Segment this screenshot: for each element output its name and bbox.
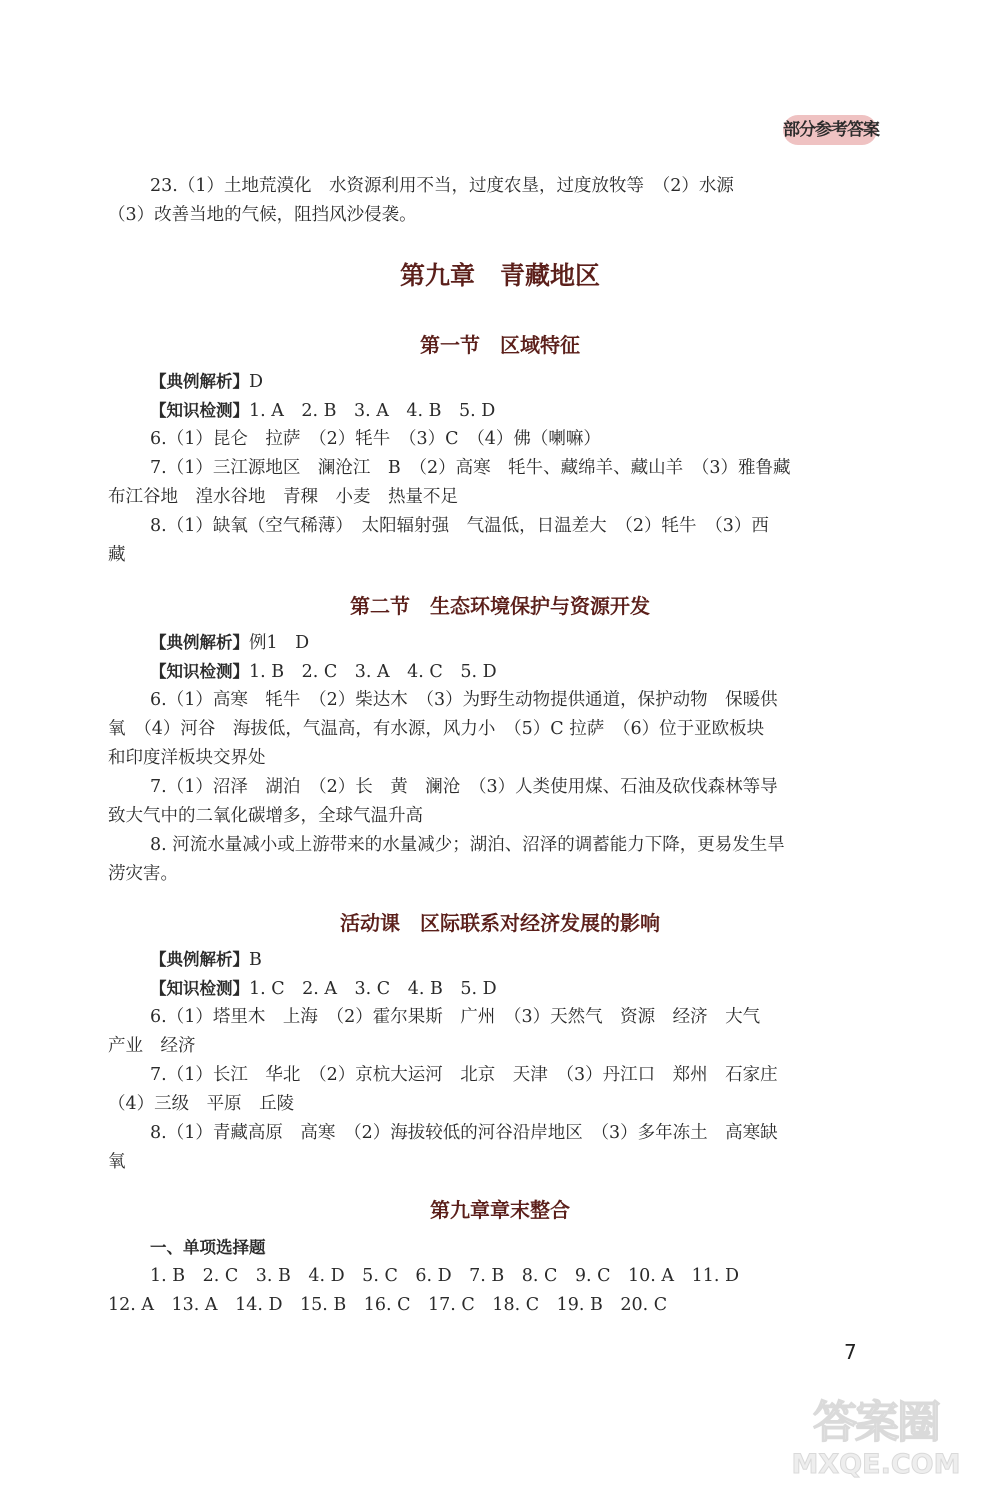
answer-line: 和印度洋板块交界处 — [108, 748, 266, 768]
check-answer: 1. B 2. C 3. A 4. C 5. D — [249, 662, 497, 682]
example-line — [108, 628, 878, 657]
answer-line: 产业 经济 — [108, 1036, 196, 1056]
answer-line: 1. B 2. C 3. B 4. D 5. C 6. D 7. B 8. C 9. C 10. A 11. D — [150, 1266, 739, 1286]
subsection-heading — [108, 1233, 878, 1262]
section-title: 第九章章末整合 — [430, 1198, 570, 1222]
page-number: 7 — [844, 1340, 857, 1364]
chapter-title: 第九章 青藏地区 — [399, 261, 600, 290]
watermark-logo — [760, 1385, 992, 1480]
check-answer: 1. A 2. B 3. A 4. B 5. D — [249, 401, 496, 421]
section-title: 活动课 区际联系对经济发展的影响 — [340, 911, 660, 935]
answer-line: 6.（1）塔里木 上海 （2）霍尔果斯 广州 （3）天然气 资源 经济 大气 — [150, 1007, 761, 1027]
check-line — [108, 974, 878, 1003]
answer-line: 6.（1）高寒 牦牛 （2）柴达木 （3）为野生动物提供通道，保护动物 保暖供 — [150, 690, 778, 710]
answer-line: 7.（1）沼泽 湖泊 （2）长 黄 澜沧 （3）人类使用煤、石油及砍伐森林等导 — [150, 777, 778, 797]
section-title: 第二节 生态环境保护与资源开发 — [350, 594, 650, 618]
subsection-label: 一、单项选择题 — [150, 1238, 266, 1257]
section-1-answers — [108, 367, 878, 570]
example-line — [108, 945, 878, 974]
section-4-answers — [108, 1233, 878, 1320]
answer-line: 8.（1）青藏高原 高寒 （2）海拔较低的河谷沿岸地区 （3）多年冻土 高寒缺 — [150, 1123, 778, 1143]
answer-line: 12. A 13. A 14. D 15. B 16. C 17. C 18. C 19. B 20. C — [108, 1295, 668, 1315]
answer-line: 氧 — [108, 1152, 126, 1172]
answer-line: 涝灾害。 — [108, 864, 178, 884]
watermark-top-text: 答案圈 — [813, 1397, 939, 1448]
check-line — [108, 396, 878, 425]
section-3-answers — [108, 945, 878, 1177]
answer-line: 6.（1）昆仑 拉萨 （2）牦牛 （3）C （4）佛（喇嘛） — [150, 429, 601, 449]
example-answer: 例1 D — [249, 633, 310, 653]
section-title: 第一节 区域特征 — [420, 333, 580, 357]
answer-line: （4）三级 平原 丘陵 — [108, 1094, 295, 1114]
answer-line: 7.（1）三江源地区 澜沧江 B （2）高寒 牦牛、藏绵羊、藏山羊 （3）雅鲁藏 — [150, 458, 791, 478]
check-answer: 1. C 2. A 3. C 4. B 5. D — [249, 979, 497, 999]
check-line — [108, 657, 878, 686]
section-2-answers — [108, 628, 878, 889]
example-line — [108, 367, 878, 396]
answer-line: 氧 （4）河谷 海拔低，气温高，有水源，风力小 （5）C 拉萨 （6）位于亚欧板块 — [108, 719, 765, 739]
answer-line: 布江谷地 湟水谷地 青稞 小麦 热量不足 — [108, 487, 458, 507]
check-label: 【知识检测】 — [150, 979, 249, 998]
answer-line: 8.（1）缺氧（空气稀薄） 太阳辐射强 气温低，日温差大 （2）牦牛 （3）西 — [150, 516, 769, 536]
answer-section-tag: 部分参考答案 — [783, 115, 877, 145]
example-answer: B — [249, 950, 262, 970]
check-label: 【知识检测】 — [150, 662, 249, 681]
answer-line: 致大气中的二氧化碳增多，全球气温升高 — [108, 806, 423, 826]
prev-answer-block — [108, 172, 878, 230]
watermark-bottom-text: MXQE.COM — [791, 1449, 961, 1480]
answer-line: 7.（1）长江 华北 （2）京杭大运河 北京 天津 （3）丹江口 郑州 石家庄 — [150, 1065, 778, 1085]
example-label: 【典例解析】 — [150, 950, 249, 969]
example-answer: D — [249, 372, 264, 392]
answer-line: 8. 河流水量减小或上游带来的水量减少；湖泊、沼泽的调蓄能力下降，更易发生旱 — [150, 835, 785, 855]
example-label: 【典例解析】 — [150, 633, 249, 652]
answer-line: （3）改善当地的气候，阻挡风沙侵袭。 — [108, 205, 417, 225]
check-label: 【知识检测】 — [150, 401, 249, 420]
answer-line: 23.（1）土地荒漠化 水资源利用不当，过度农垦，过度放牧等 （2）水源 — [150, 176, 734, 196]
answer-line: 藏 — [108, 545, 126, 565]
example-label: 【典例解析】 — [150, 372, 249, 391]
